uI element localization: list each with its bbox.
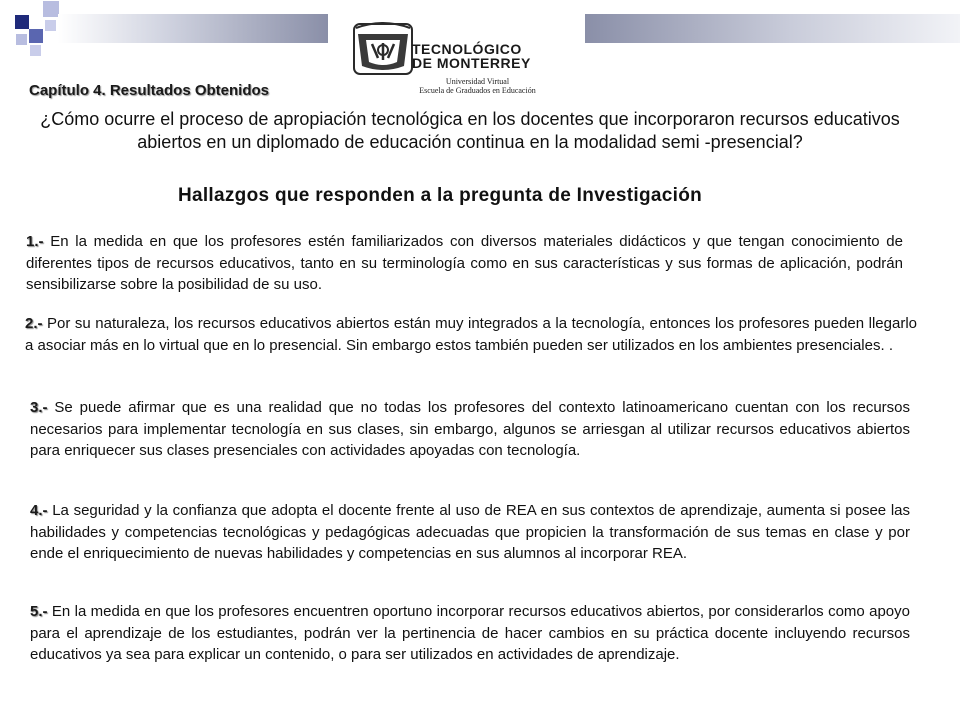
decor-square-light — [43, 1, 59, 17]
finding-3 — [30, 397, 910, 462]
research-question: ¿Cómo ocurre el proceso de apropiación tecnológica en los docentes que incorporaron recursos educativos abiertos en un diplomado de educación continua en la modalidad semi -presencial? — [40, 109, 900, 152]
decor-square-light — [30, 45, 41, 56]
decor-band-right — [585, 14, 960, 43]
finding-1 — [26, 231, 903, 296]
findings-heading: Hallazgos que responden a la pregunta de Investigación — [177, 185, 703, 206]
decor-square-light — [16, 34, 27, 45]
seal-icon — [352, 16, 414, 78]
finding-text: En la medida en que los profesores estén familiarizados con diversos materiales didácticos y que tengan conocimiento de diferentes tipos de recursos educativos, tanto en su terminología como en sus características y sus formas de aplicación, podrán sensibilizarse sobre la posibilidad de su uso. — [26, 233, 903, 294]
decor-square-blue — [29, 29, 43, 43]
logo-name: TECNOLÓGICO DE MONTERREY — [412, 41, 531, 71]
decor-band-left — [58, 14, 328, 43]
finding-number: 2.- — [25, 315, 43, 332]
finding-5 — [30, 601, 910, 666]
finding-number: 3.- — [30, 399, 48, 416]
institution-logo — [350, 16, 590, 95]
chapter-title: Capítulo 4. Resultados Obtenidos — [29, 82, 270, 99]
finding-2 — [25, 313, 917, 356]
finding-text: La seguridad y la confianza que adopta el docente frente al uso de REA en sus contextos de aprendizaje, aumenta si posee las habilidades y competencias tecnológicas y pedagógicas adecuadas que propicien la transformación de sus temas en clase y por ende el enriquecimiento de nuevas habilidades y competencias en sus alumnos al incorporar REA. — [30, 502, 910, 563]
decor-square-navy — [15, 15, 29, 29]
finding-number: 5.- — [30, 603, 48, 620]
finding-4 — [30, 500, 910, 565]
finding-number: 4.- — [30, 502, 48, 519]
finding-number: 1.- — [26, 233, 44, 250]
finding-text: En la medida en que los profesores encuentren oportuno incorporar recursos educativos abiertos, por considerarlos como apoyo para el aprendizaje de los estudiantes, podrán ver la pertinencia de hacer cambios en su práctica docente incluyendo recursos educativos ya sea para explicar un contenido, o para ser utilizados en actividades de aprendizaje. — [30, 603, 910, 664]
finding-text: Por su naturaleza, los recursos educativos abiertos están muy integrados a la tecnología, entonces los profesores pueden llegarlo a asociar más en lo virtual que en lo presencial. Sin embargo estos también pueden ser utilizados en los ambientes presenciales. . — [25, 315, 917, 354]
decor-square-light — [45, 20, 56, 31]
logo-subtitle: Universidad Virtual Escuela de Graduados en Educación — [419, 77, 536, 95]
finding-text: Se puede afirmar que es una realidad que no todas los profesores del contexto latinoamericano cuentan con los recursos necesarios para implementar tecnología en sus clases, sin embargo, algunos se arriesgan al utilizar recursos educativos abiertos para enriquecer sus clases presenciales con actividades apoyadas con tecnología. — [30, 399, 910, 460]
